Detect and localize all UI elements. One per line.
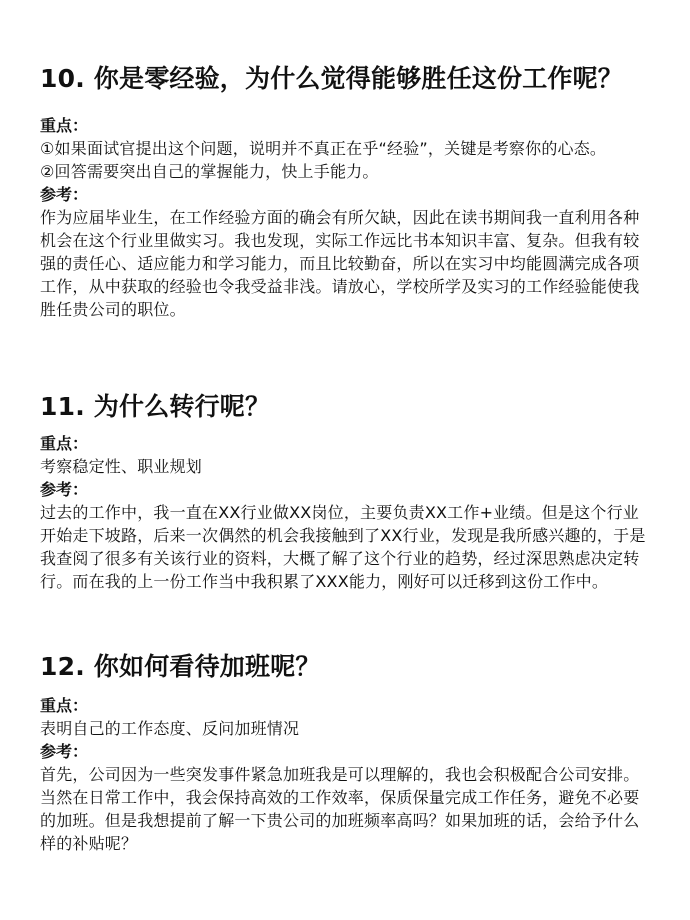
question-10-ref-label: 参考： — [40, 185, 89, 204]
question-11-key-point-1: 考察稳定性、职业规划 — [40, 457, 203, 476]
question-10 — [40, 62, 655, 321]
question-12-title: 12. 你如何看待加班呢？ — [40, 652, 321, 681]
question-10-answer: 作为应届毕业生，在工作经验方面的确会有所欠缺，因此在读书期间我一直利用各种机会在这个行业里做实习。我也发现，实际工作远比书本知识丰富、复杂。但我有较强的责任心、适应能力和学习能力，而且比较勤奋，所以在实习中均能圆满完成各项工作，从中获取的经验也令我受益非浅。请放心，学校所学及实习的工作经验能使我胜任贵公司的职位。 — [40, 208, 640, 319]
question-12 — [40, 650, 655, 855]
question-11-ref-label: 参考： — [40, 480, 89, 499]
question-11-key-label: 重点： — [40, 434, 89, 453]
question-10-key-point-2: ②回答需要突出自己的掌握能力，快上手能力。 — [40, 162, 379, 181]
question-12-key-point-1: 表明自己的工作态度、反问加班情况 — [40, 719, 300, 738]
question-12-answer: 首先，公司因为一些突发事件紧急加班我是可以理解的，我也会积极配合公司安排。当然在日常工作中，我会保持高效的工作效率，保质保量完成工作任务，避免不必要的加班。但是我想提前了解一下贵公司的加班频率高吗？如果加班的话，会给予什么样的补贴呢？ — [40, 765, 640, 853]
question-12-key-label: 重点： — [40, 696, 89, 715]
question-10-title: 10. 你是零经验，为什么觉得能够胜任这份工作呢？ — [40, 64, 623, 93]
question-12-ref-label: 参考： — [40, 742, 89, 761]
question-10-key-point-1: ①如果面试官提出这个问题，说明并不真正在乎“经验”，关键是考察你的心态。 — [40, 139, 607, 158]
question-11 — [40, 390, 655, 593]
question-11-title: 11. 为什么转行呢？ — [40, 392, 271, 421]
question-10-key-label: 重点： — [40, 116, 89, 135]
question-11-answer: 过去的工作中，我一直在XX行业做XX岗位，主要负责XX工作+业绩。但是这个行业开始走下坡路，后来一次偶然的机会我接触到了XX行业，发现是我所感兴趣的，于是我查阅了很多有关该行业的资料，大概了解了这个行业的趋势，经过深思熟虑决定转行。而在我的上一份工作当中我积累了XXX能力，刚好可以迁移到这份工作中。 — [40, 503, 646, 591]
